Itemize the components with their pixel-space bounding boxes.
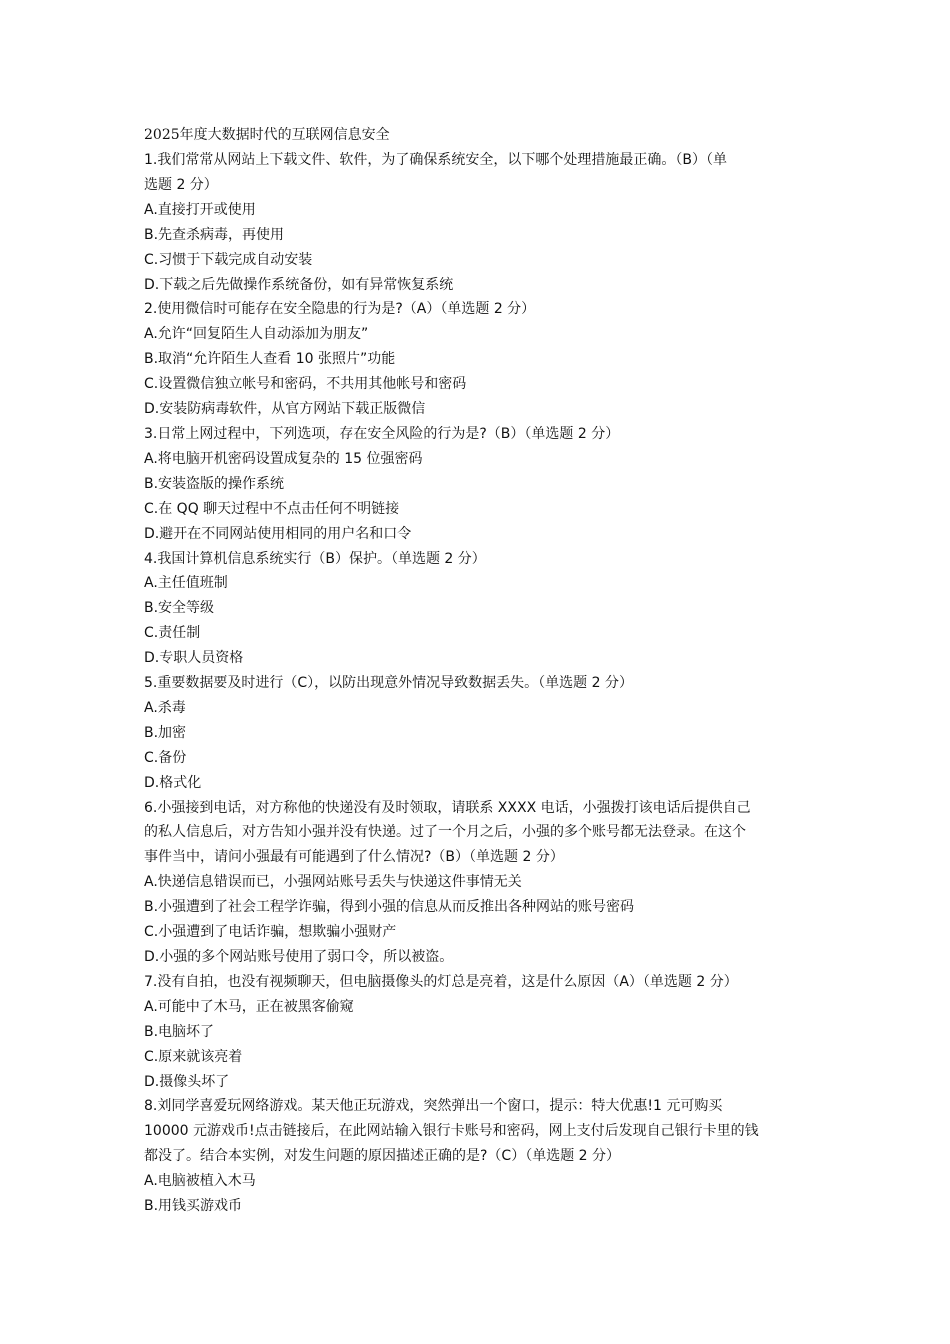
answer-option-c: C.备份 (144, 749, 187, 766)
question-6 (144, 796, 814, 970)
answer-option-a: A.主任值班制 (144, 575, 228, 592)
answer-option-c: C.在 QQ 聊天过程中不点击任何不明链接 (144, 500, 400, 517)
answer-option-b: B.小强遭到了社会工程学诈骗，得到小强的信息从而反推出各种网站的账号密码 (144, 899, 635, 916)
answer-option-d: D.下载之后先做操作系统备份，如有异常恢复系统 (144, 276, 454, 293)
answer-option-b: B.电脑坏了 (144, 1023, 215, 1040)
question-text-line: 2.使用微信时可能存在安全隐患的行为是?（A）（单选题 2 分） (144, 301, 536, 318)
question-4 (144, 547, 814, 672)
answer-option-d: D.摄像头坏了 (144, 1073, 230, 1090)
question-list (144, 148, 814, 1219)
question-text-line: 10000 元游戏币!点击链接后，在此网站输入银行卡账号和密码，网上支付后发现自己银行卡里的钱 (144, 1123, 759, 1140)
question-text-line: 1.我们常常从网站上下载文件、软件，为了确保系统安全，以下哪个处理措施最正确。（B）（单 (144, 152, 727, 168)
question-text-line: 4.我国计算机信息系统实行（B）保护。（单选题 2 分） (144, 550, 486, 567)
answer-option-c: C.小强遭到了电话诈骗，想欺骗小强财产 (144, 924, 397, 941)
document-page (144, 124, 814, 1219)
answer-option-a: A.快递信息错误而已，小强网站账号丢失与快递这件事情无关 (144, 874, 522, 891)
question-text-line: 6.小强接到电话，对方称他的快递没有及时领取，请联系 XXXX 电话，小强拨打该电话后提供自己 (144, 799, 751, 816)
question-3 (144, 422, 814, 547)
answer-option-b: B.用钱买游戏币 (144, 1198, 243, 1215)
question-5 (144, 671, 814, 796)
answer-option-a: A.允许“回复陌生人自动添加为朋友” (144, 326, 369, 343)
answer-option-d: D.小强的多个网站账号使用了弱口令，所以被盗。 (144, 949, 454, 965)
answer-option-c: C.习惯于下载完成自动安装 (144, 251, 313, 268)
question-8 (144, 1094, 814, 1219)
answer-option-a: A.直接打开或使用 (144, 201, 256, 218)
question-text-line: 3.日常上网过程中，下列选项，存在安全风险的行为是?（B）（单选题 2 分） (144, 425, 620, 442)
question-text-line: 的私人信息后，对方告知小强并没有快递。过了一个月之后，小强的多个账号都无法登录。在这个 (144, 824, 746, 841)
answer-option-b: B.安全等级 (144, 600, 215, 617)
question-text-line: 都没了。结合本实例，对发生问题的原因描述正确的是?（C）（单选题 2 分） (144, 1148, 621, 1165)
answer-option-b: B.安装盗版的操作系统 (144, 475, 285, 492)
question-7 (144, 970, 814, 1095)
answer-option-d: D.避开在不同网站使用相同的用户名和口令 (144, 525, 412, 542)
answer-option-b: B.先查杀病毒，再使用 (144, 226, 285, 243)
answer-option-b: B.取消“允许陌生人查看 10 张照片”功能 (144, 351, 396, 368)
answer-option-a: A.可能中了木马，正在被黑客偷窥 (144, 998, 354, 1015)
answer-option-d: D.安装防病毒软件，从官方网站下载正版微信 (144, 401, 426, 418)
answer-option-c: C.原来就该亮着 (144, 1048, 243, 1065)
question-text-line: 5.重要数据要及时进行（C），以防出现意外情况导致数据丢失。（单选题 2 分） (144, 675, 633, 692)
answer-option-c: C.责任制 (144, 625, 201, 642)
question-1 (144, 148, 814, 297)
question-2 (144, 297, 814, 422)
question-text-line: 7.没有自拍，也没有视频聊天，但电脑摄像头的灯总是亮着，这是什么原因（A）（单选题 2 分） (144, 973, 738, 990)
answer-option-a: A.将电脑开机密码设置成复杂的 15 位强密码 (144, 450, 423, 467)
answer-option-a: A.电脑被植入木马 (144, 1173, 256, 1190)
answer-option-b: B.加密 (144, 724, 187, 741)
answer-option-a: A.杀毒 (144, 699, 186, 716)
question-text-line: 选题 2 分） (144, 176, 218, 193)
question-text-line: 8.刘同学喜爱玩网络游戏。某天他正玩游戏，突然弹出一个窗口，提示：特大优惠!1 元可购买 (144, 1098, 723, 1115)
document-title: 2025年度大数据时代的互联网信息安全 (144, 127, 390, 143)
question-text-line: 事件当中，请问小强最有可能遇到了什么情况?（B）（单选题 2 分） (144, 849, 564, 866)
answer-option-c: C.设置微信独立帐号和密码，不共用其他帐号和密码 (144, 376, 467, 393)
answer-option-d: D.格式化 (144, 774, 202, 791)
answer-option-d: D.专职人员资格 (144, 650, 244, 667)
